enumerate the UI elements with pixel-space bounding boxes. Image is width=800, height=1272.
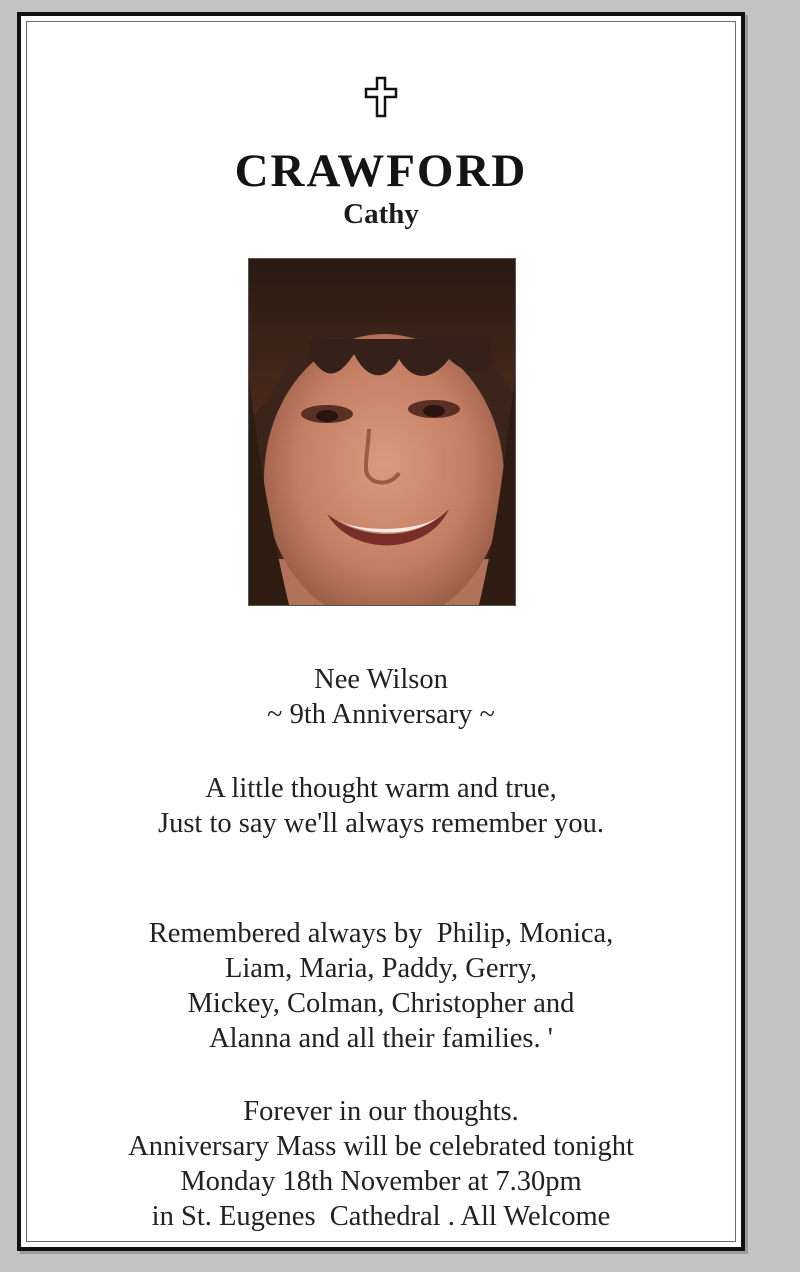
- verse-line: Just to say we'll always remember you.: [158, 808, 604, 839]
- closing-line: in St. Eugenes Cathedral . All Welcome: [151, 1201, 611, 1232]
- nee-line: Nee Wilson: [314, 664, 448, 695]
- closing-line: Anniversary Mass will be celebrated tonight: [128, 1131, 634, 1162]
- remembered-line: Liam, Maria, Paddy, Gerry,: [224, 953, 538, 984]
- verse-line: A little thought warm and true,: [205, 773, 557, 804]
- cross-icon: [21, 74, 741, 124]
- verse-section: [21, 771, 741, 841]
- first-name-heading: Cathy: [343, 198, 419, 230]
- surname-heading: CRAWFORD: [234, 145, 528, 197]
- closing-line: Monday 18th November at 7.30pm: [180, 1166, 582, 1197]
- remembered-line: Remembered always by Philip, Monica,: [148, 918, 614, 949]
- remembered-line: Alanna and all their families. ': [209, 1023, 553, 1054]
- memorial-notice-card: [17, 12, 745, 1251]
- closing-line: Forever in our thoughts.: [243, 1096, 519, 1127]
- nee-section: [21, 662, 741, 732]
- remembered-line: Mickey, Colman, Christopher and: [187, 988, 575, 1019]
- anniversary-line: ~ 9th Anniversary ~: [267, 699, 495, 730]
- portrait-photo: [248, 258, 516, 606]
- remembered-section: [21, 916, 741, 1056]
- closing-section: [21, 1094, 741, 1234]
